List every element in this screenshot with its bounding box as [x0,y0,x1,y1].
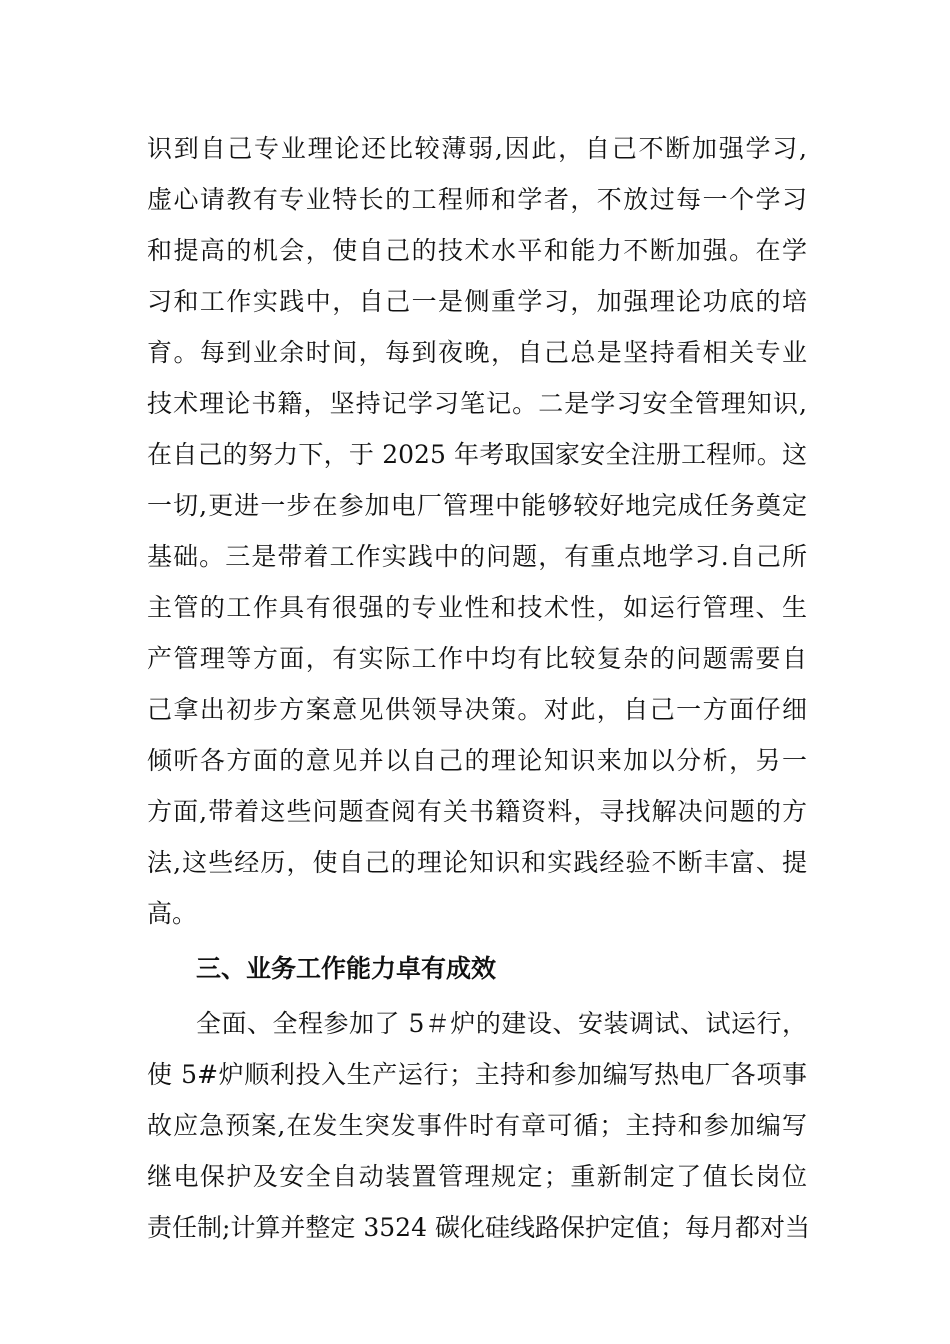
paragraph-line: 一切,更进一步在参加电厂管理中能够较好地完成任务奠定 [147,491,807,520]
paragraph-line: 虚心请教有专业特长的工程师和学者，不放过每一个学习 [147,185,807,214]
paragraph-line: 主管的工作具有很强的专业性和技术性，如运行管理、生 [147,593,807,622]
paragraph-line: 高。 [147,899,198,928]
paragraph-line: 基础。三是带着工作实践中的问题，有重点地学习.自己所 [147,542,807,571]
paragraph-line: 倾听各方面的意见并以自己的理论知识来加以分析，另一 [147,746,807,775]
paragraph-line: 育。每到业余时间，每到夜晚，自己总是坚持看相关专业 [147,338,807,367]
paragraph-line: 产管理等方面，有实际工作中均有比较复杂的问题需要自 [147,644,807,673]
paragraph-line: 习和工作实践中，自己一是侧重学习，加强理论功底的培 [147,287,807,316]
paragraph-line: 在自己的努力下，于 2025 年考取国家安全注册工程师。这 [147,440,807,469]
paragraph-line: 全面、全程参加了 5＃炉的建设、安装调试、试运行， [196,1009,807,1038]
paragraph-line: 使 5#炉顺利投入生产运行；主持和参加编写热电厂各项事 [147,1060,807,1089]
paragraph-line: 方面,带着这些问题查阅有关书籍资料，寻找解决问题的方 [147,797,807,826]
paragraph-line: 技术理论书籍，坚持记学习笔记。二是学习安全管理知识, [147,389,807,418]
paragraph-line: 识到自己专业理论还比较薄弱,因此，自己不断加强学习, [147,134,807,163]
paragraph-line: 继电保护及安全自动装置管理规定；重新制定了值长岗位 [147,1162,807,1191]
paragraph-line: 法,这些经历，使自己的理论知识和实践经验不断丰富、提 [147,848,807,877]
paragraph-line: 责任制;计算并整定 3524 碳化硅线路保护定值；每月都对当 [147,1213,810,1242]
paragraph-line: 己拿出初步方案意见供领导决策。对此，自己一方面仔细 [147,695,807,724]
section-heading: 三、业务工作能力卓有成效 [196,954,497,983]
paragraph-line: 故应急预案,在发生突发事件时有章可循；主持和参加编写 [147,1111,807,1140]
paragraph-line: 和提高的机会，使自己的技术水平和能力不断加强。在学 [147,236,807,265]
